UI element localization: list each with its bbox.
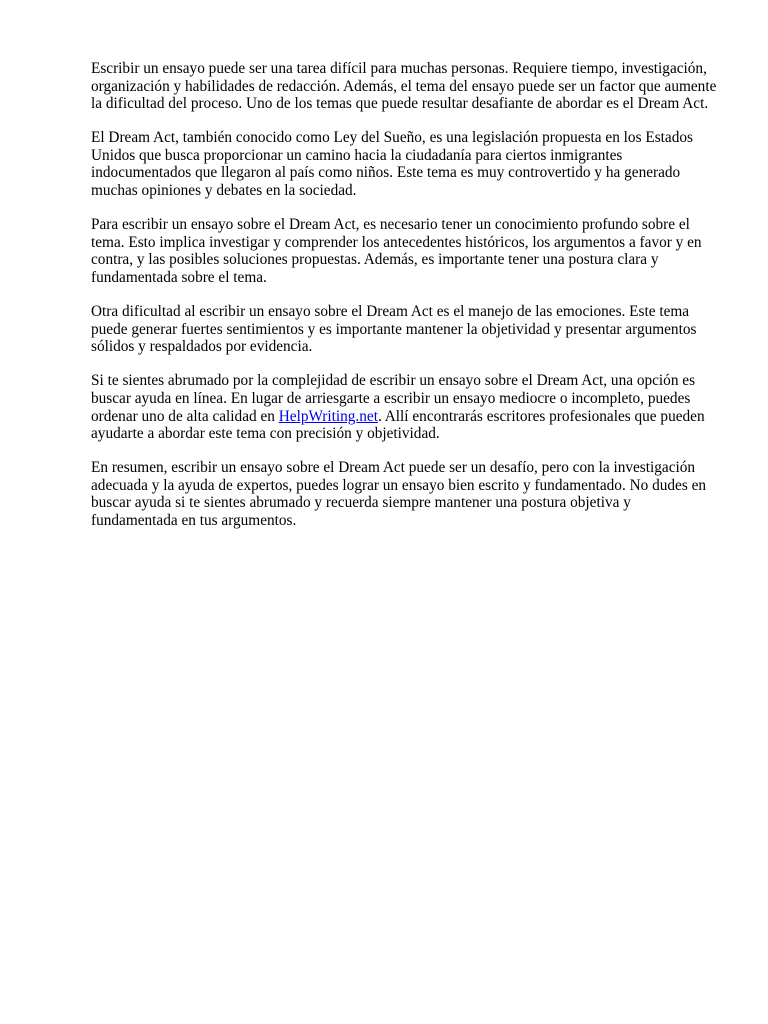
- paragraph-conclusion: En resumen, escribir un ensayo sobre el Dream Act puede ser un desafío, pero con la investigación adecuada y la ayuda de expertos, puedes lograr un ensayo bien escrito y fundamentado. No dudes en buscar ayuda si te sientes abrumado y recuerda siempre mantener una postura objetiva y fundamentada en tus argumentos.: [91, 459, 707, 529]
- paragraph-emotions: Otra dificultad al escribir un ensayo sobre el Dream Act es el manejo de las emociones. Este tema puede generar fuertes sentimientos y es importante mantener la objetividad y presentar argumentos sólidos y respaldados por evidencia.: [91, 303, 697, 356]
- paragraph-online-help: [91, 372, 721, 442]
- paragraph-online-help-before: Si te sientes abrumado por la complejidad de escribir un ensayo sobre el Dream Act, una opción es buscar ayuda en línea. En lugar de arriesgarte a escribir un ensayo mediocre o incompleto, puedes ordenar uno de alta calidad en: [91, 372, 696, 425]
- paragraph-dream-act-definition: El Dream Act, también conocido como Ley del Sueño, es una legislación propuesta en los Estados Unidos que busca proporcionar un camino hacia la ciudadanía para ciertos inmigrantes indocumentados que llegaron al país como niños. Este tema es muy controvertido y ha generado muchas opiniones y debates en la sociedad.: [91, 129, 693, 200]
- paragraph-intro: Escribir un ensayo puede ser una tarea difícil para muchas personas. Requiere tiempo, investigación, organización y habilidades de redacción. Además, el tema del ensayo puede ser un factor que aumente la dificultad del proceso. Uno de los temas que puede resultar desafiante de abordar es el Dream Act.: [91, 60, 717, 113]
- document-body: [91, 60, 721, 546]
- paragraph-research: Para escribir un ensayo sobre el Dream Act, es necesario tener un conocimiento profundo sobre el tema. Esto implica investigar y comprender los antecedentes históricos, los argumentos a favor y en contra, y las posibles soluciones propuestas. Además, es importante tener una postura clara y fundamentada sobre el tema.: [91, 216, 702, 286]
- helpwriting-link[interactable]: HelpWriting.net: [278, 407, 378, 425]
- paragraph-online-help-after: . Allí encontrarás escritores profesionales que pueden ayudarte a abordar este tema con precisión y objetividad.: [91, 407, 705, 443]
